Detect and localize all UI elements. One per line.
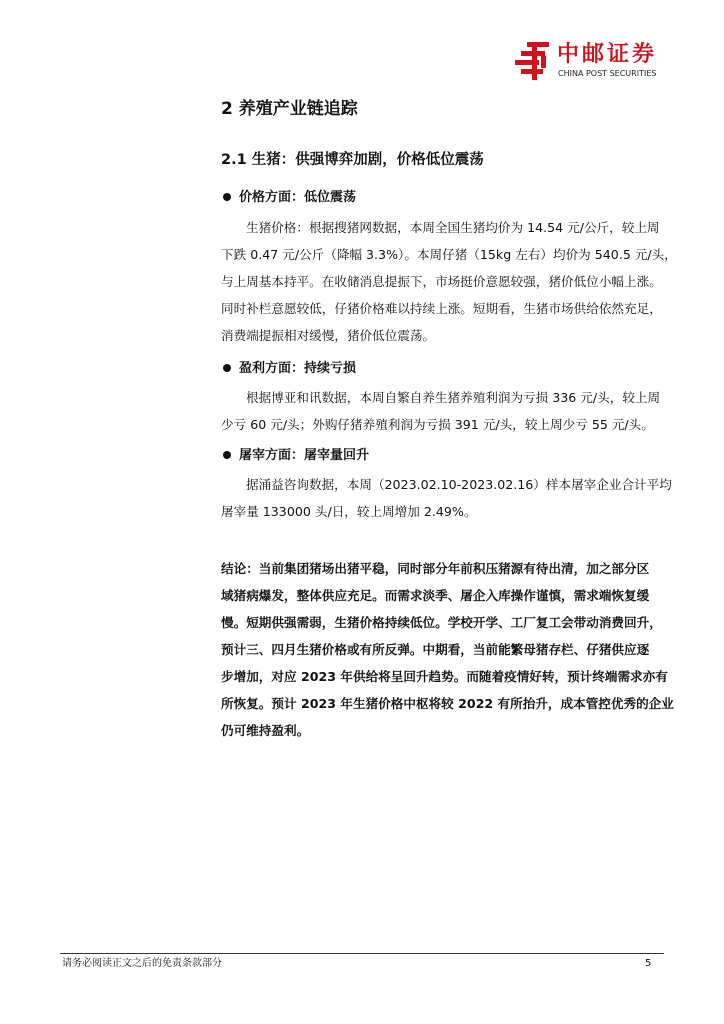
paragraph-line: 屠宰量 133000 头/日，较上周增加 2.49%。 [221,504,477,519]
bullet-slaughter-label: 屠宰方面：屠宰量回升 [239,448,370,463]
paragraph-line: 生猪价格：根据搜猪网数据，本周全国生猪均价为 14.54 元/公斤，较上周 [246,220,660,235]
paragraph-line: 根据博亚和讯数据，本周自繁自养生猪养殖利润为亏损 336 元/头，较上周 [246,390,661,405]
paragraph-line: 同时补栏意愿较低，仔猪价格难以持续上涨。短期看，生猪市场供给依然充足， [221,301,662,316]
bullet-icon [223,451,231,459]
paragraph-line: 少亏 60 元/头；外购仔猪养殖利润为亏损 391 元/头，较上周少亏 55 元/头。 [221,417,654,432]
china-post-logo-icon [513,40,553,82]
paragraph-line: 慢。短期供强需弱，生猪价格持续低位。学校开学、工厂复工会带动消费回升， [221,615,662,630]
bullet-slaughter [223,446,369,466]
conclusion-paragraph [221,555,683,744]
paragraph-line: 消费端提振相对缓慢，猪价低位震荡。 [221,328,436,343]
paragraph-line: 所恢复。预计 2023 年生猪价格中枢将较 2022 有所抬升，成本管控优秀的企业 [221,696,674,711]
bullet-icon [223,364,231,372]
page-number: 5 [645,958,652,969]
brand-logo [513,40,673,82]
slaughter-paragraph [221,471,683,525]
bullet-profit-label: 盈利方面：持续亏损 [239,361,357,376]
bullet-price-label: 价格方面：低位震荡 [239,190,357,205]
paragraph-line: 预计三、四月生猪价格或有所反弹。中期看，当前能繁母猪存栏、仔猪供应逐 [221,642,650,657]
footer-divider [60,953,664,954]
section-heading: 2 养殖产业链追踪 [221,99,358,119]
paragraph-line: 结论：当前集团猪场出猪平稳，同时部分年前积压猪源有待出清，加之部分区 [221,561,650,576]
paragraph-line: 据涌益咨询数据，本周（2023.02.10-2023.02.16）样本屠宰企业合计平均 [246,477,672,492]
paragraph-line: 域猪病爆发，整体供应充足。而需求淡季、屠企入库操作谨慎，需求端恢复缓 [221,588,650,603]
price-paragraph [221,214,683,349]
logo-chinese-text: 中邮证券 [557,42,658,67]
paragraph-line: 下跌 0.47 元/公斤（降幅 3.3%）。本周仔猪（15kg 左右）均价为 540.5 元/头， [221,247,677,262]
paragraph-line: 步增加，对应 2023 年供给将呈回升趋势。而随着疫情好转，预计终端需求亦有 [221,669,668,684]
paragraph-line: 与上周基本持平。在收储消息提振下，市场挺价意愿较强，猪价低位小幅上涨。 [221,274,662,289]
logo-english-text: CHINA POST SECURITIES [558,69,657,78]
footer-disclaimer: 请务必阅读正文之后的免责条款部分 [62,958,222,969]
paragraph-line: 仍可维持盈利。 [221,723,310,738]
profit-paragraph [221,384,683,438]
bullet-icon [223,193,231,201]
subsection-heading: 2.1 生猪：供强博弈加剧，价格低位震荡 [221,152,484,168]
bullet-price [223,188,356,208]
bullet-profit [223,359,356,379]
